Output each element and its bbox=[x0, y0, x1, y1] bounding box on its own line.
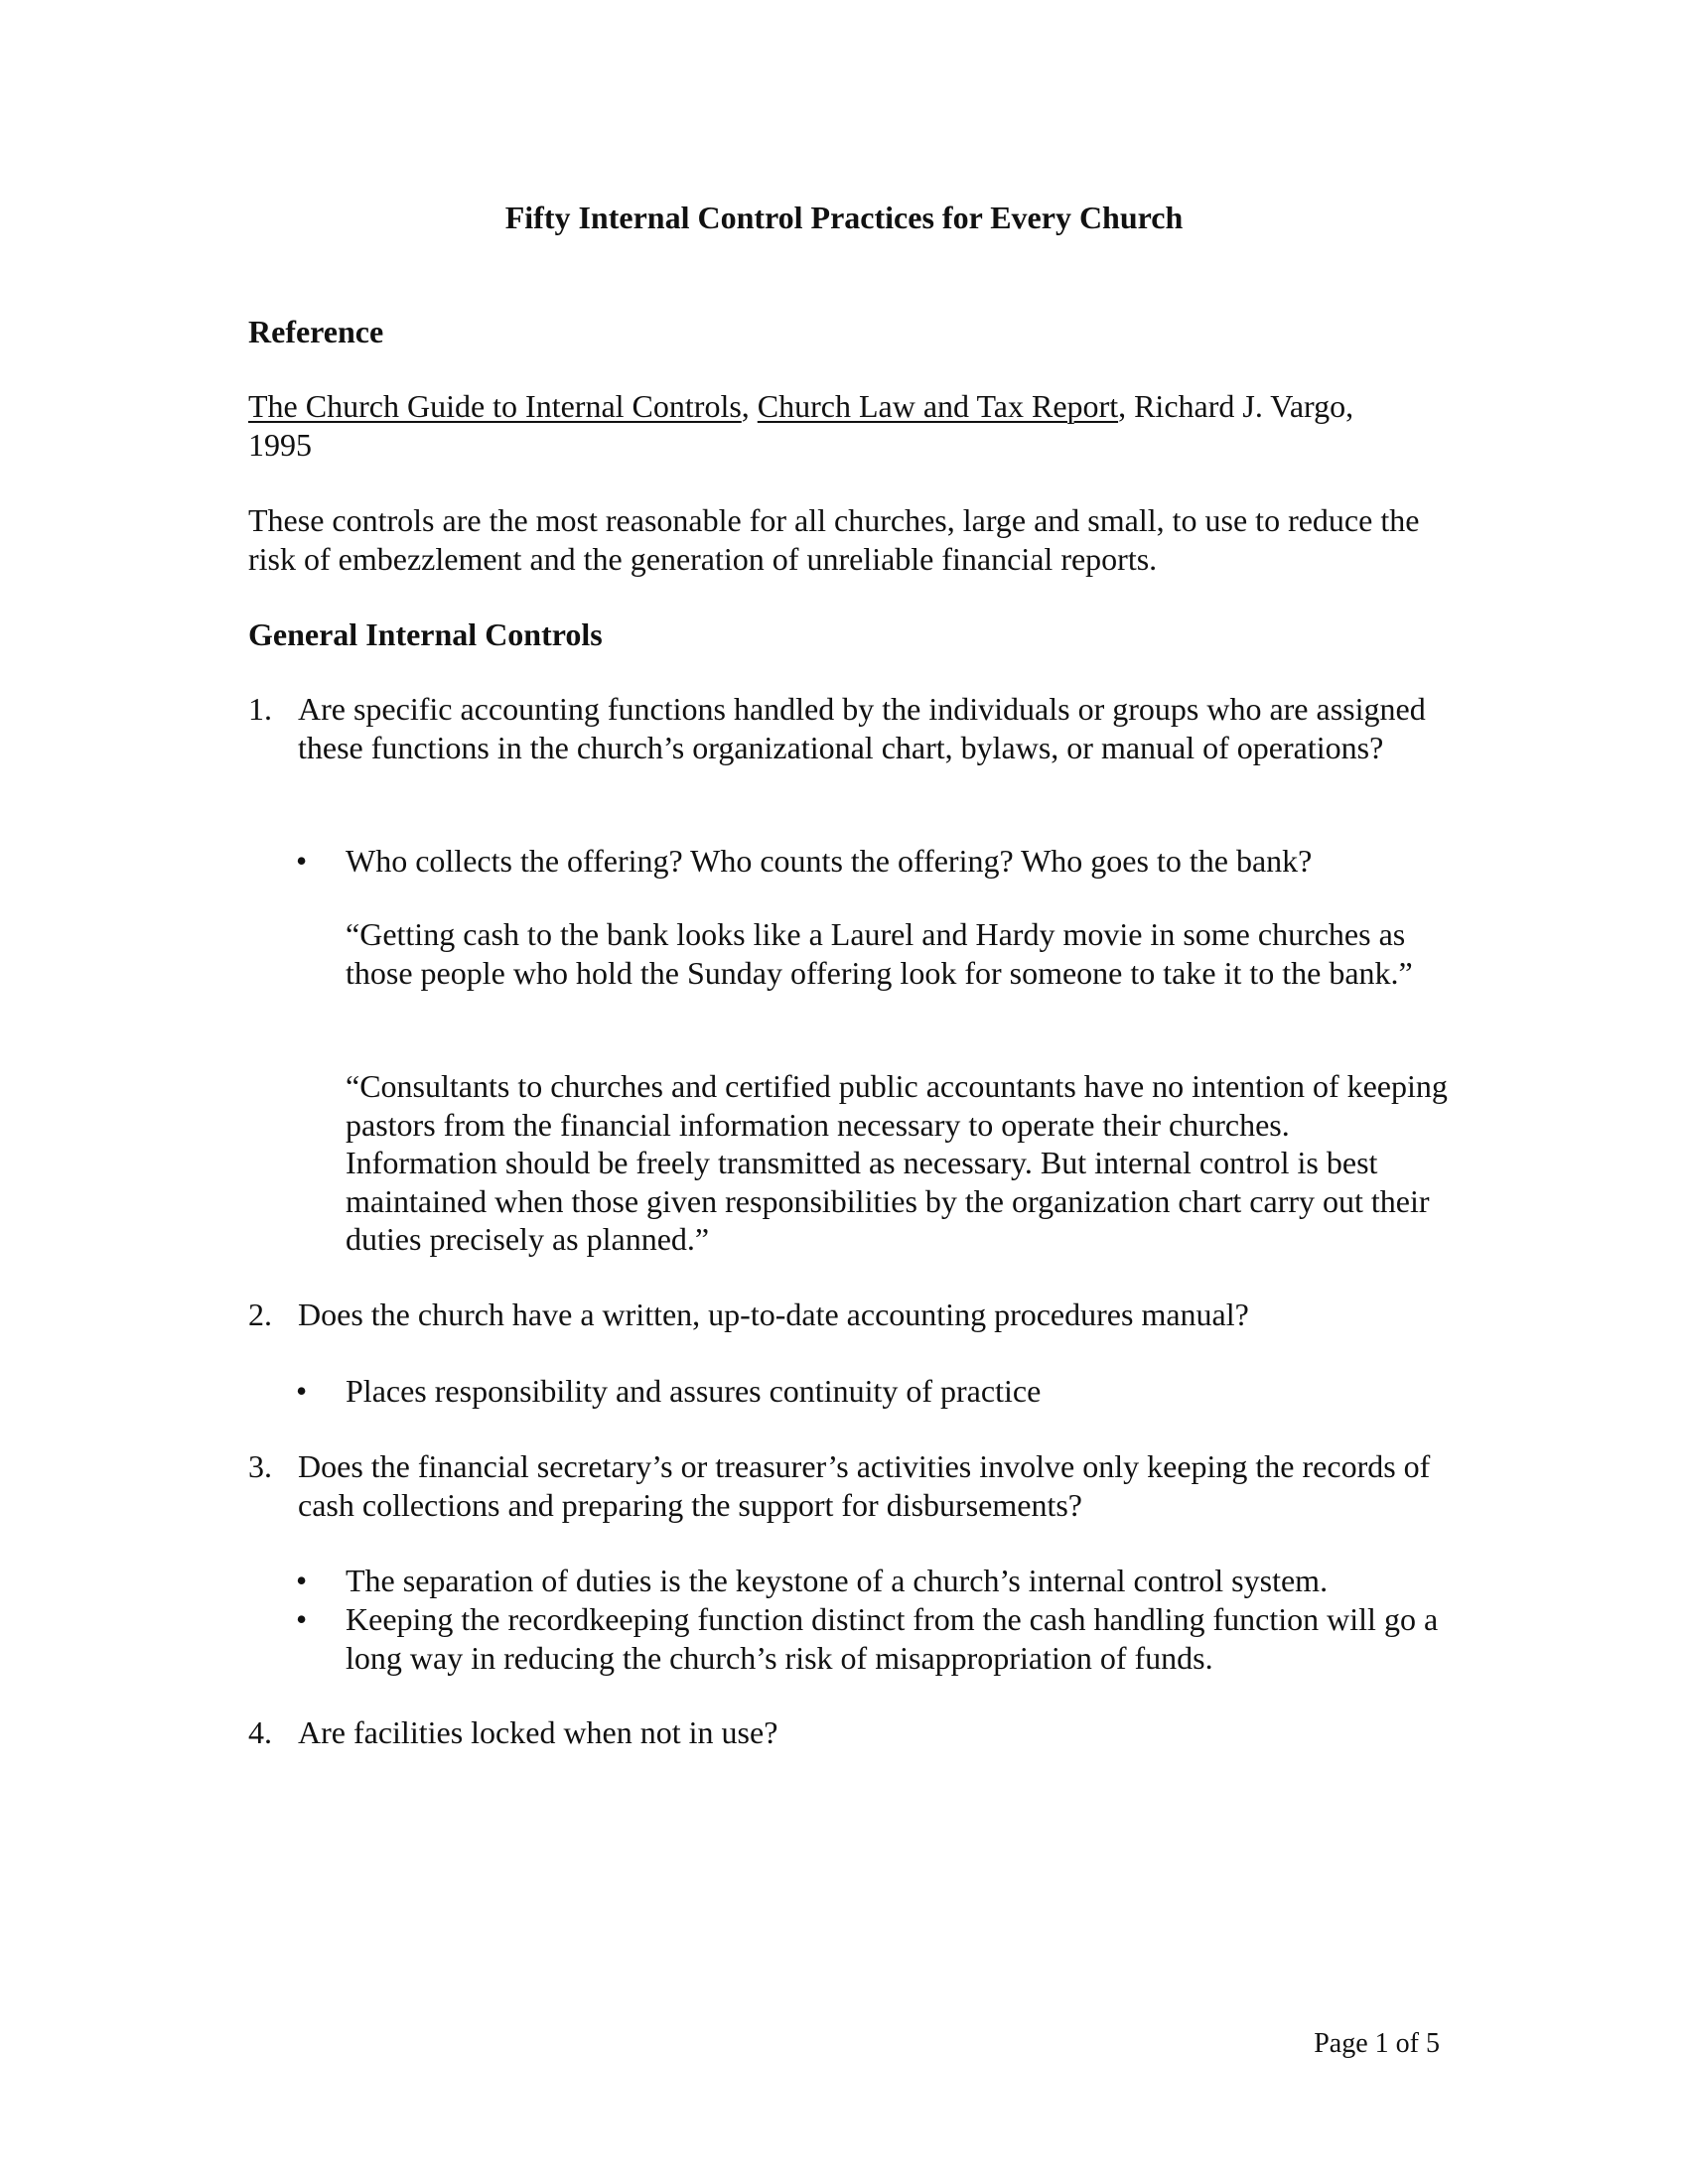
item-number: 2. bbox=[248, 1297, 272, 1332]
item-number: 3. bbox=[248, 1448, 272, 1484]
item-text: Are facilities locked when not in use? bbox=[298, 1714, 778, 1750]
document-title: Fifty Internal Control Practices for Every Church bbox=[504, 200, 1184, 235]
bullet-icon: • bbox=[296, 843, 308, 879]
reference-book-title: The Church Guide to Internal Controls bbox=[248, 388, 742, 424]
item-number: 4. bbox=[248, 1714, 272, 1750]
item-text: Are specific accounting functions handled by the individuals or groups who are assigned these functions in the church’s organizational chart, bylaws, or manual of operations? bbox=[298, 691, 1426, 765]
reference-author: , Richard J. Vargo, bbox=[1118, 388, 1354, 424]
bullet-icon: • bbox=[296, 1563, 308, 1598]
intro-paragraph: These controls are the most reasonable for all churches, large and small, to use to reduce the risk of embezzlement and the generation of unreliable financial reports. bbox=[248, 502, 1420, 577]
item-number: 1. bbox=[248, 691, 272, 727]
section-heading: General Internal Controls bbox=[248, 616, 603, 652]
reference-citation bbox=[248, 387, 1440, 464]
bullet-icon: • bbox=[296, 1373, 308, 1409]
reference-year: 1995 bbox=[248, 426, 312, 463]
quote-paragraph: “Getting cash to the bank looks like a Laurel and Hardy movie in some churches as those people who hold the Sunday offering look for someone to take it to the bank.” bbox=[346, 916, 1413, 991]
item-text: Does the financial secretary’s or treasurer’s activities involve only keeping the records of cash collections and preparing the support for disbursements? bbox=[298, 1448, 1431, 1523]
item-text: Does the church have a written, up-to-date accounting procedures manual? bbox=[298, 1297, 1249, 1332]
reference-publication: Church Law and Tax Report bbox=[757, 388, 1119, 424]
bullet-icon: • bbox=[296, 1601, 308, 1637]
bullet-text: Keeping the recordkeeping function distinct from the cash handling function will go a long way in reducing the church’s risk of misappropriation of funds. bbox=[346, 1601, 1439, 1676]
quote-paragraph: “Consultants to churches and certified public accountants have no intention of keeping pastors from the financial information necessary to operate their churches. Information should be freely transmitted as necessary. But internal control is best maintained when those given responsibilities by the organization chart carry out their duties precisely as planned.” bbox=[346, 1068, 1448, 1257]
bullet-text: Who collects the offering? Who counts the offering? Who goes to the bank? bbox=[346, 843, 1313, 879]
reference-separator: , bbox=[741, 388, 758, 424]
reference-heading: Reference bbox=[248, 314, 384, 349]
bullet-text: The separation of duties is the keystone of a church’s internal control system. bbox=[346, 1563, 1329, 1598]
bullet-text: Places responsibility and assures continuity of practice bbox=[346, 1373, 1042, 1409]
page-number: Page 1 of 5 bbox=[1314, 2028, 1440, 2059]
